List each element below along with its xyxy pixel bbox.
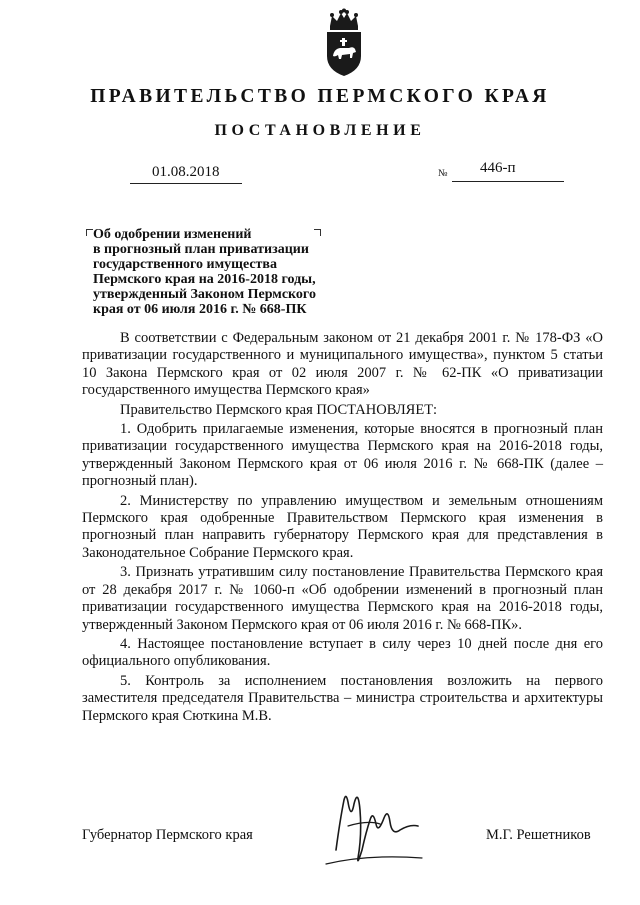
paragraph-item-4: 4. Настоящее постановление вступает в силу через 10 дней после дня его официального опубликования. [82,635,603,670]
document-subject [93,227,316,317]
number-field [452,160,564,182]
paragraph-preamble: В соответствии с Федеральным законом от 21 декабря 2001 г. № 178-ФЗ «О приватизации государственного и муниципального имущества», пунктом 5 статьи 10 Закона Пермского края от 02 июля 2007 г. № 62-ПК «О приватизации государственного имущества Пермского края» [82,330,603,399]
document-number: 446-п [480,160,516,176]
subject-line: утвержденный Законом Пермского [93,287,316,302]
date-field [130,164,242,184]
document-body [82,330,603,727]
coat-of-arms-icon [322,8,366,78]
signatory-name: М.Г. Решетников [486,827,591,843]
subject-line: края от 06 июля 2016 г. № 668-ПК [93,302,307,317]
subject-line: государственного имущества [93,257,277,272]
signatory-position: Губернатор Пермского края [82,827,253,843]
document-type: ПОСТАНОВЛЕНИЕ [214,122,426,139]
paragraph-item-3: 3. Признать утратившим силу постановление Правительства Пермского края от 28 декабря 2017 г. № 1060-п «Об одобрении изменений в прогнозный план приватизации государственного имущества Пермского края на 2016-2018 годы, утвержденный Законом Пермского края от 06 июля 2016 г. № 668-ПК». [82,564,603,633]
subject-line: в прогнозный план приватизации [93,242,309,257]
paragraph-item-5: 5. Контроль за исполнением постановления возложить на первого заместителя председателя Правительства – министра строительства и архитектуры Пермского края Сюткина М.В. [82,672,603,724]
paragraph-item-1: 1. Одобрить прилагаемые изменения, которые вносятся в прогнозный план приватизации государственного имущества Пермского края на 2016-2018 годы, утвержденный Законом Пермского края от 06 июля 2016 г. № 668-ПК (далее – прогнозный план). [82,421,603,490]
number-sign: № [438,168,448,179]
handwritten-signature [318,780,428,870]
paragraph-resolves: Правительство Пермского края ПОСТАНОВЛЯЕТ: [120,401,438,418]
subject-corner-left [86,229,93,236]
paragraph-item-2: 2. Министерству по управлению имуществом и земельным отношениям Пермского края одобренные Правительством Пермского края изменения в прогнозный план направить губернатору Пермского края для представления в Законодательное Собрание Пермского края. [82,492,603,561]
government-title: ПРАВИТЕЛЬСТВО ПЕРМСКОГО КРАЯ [90,86,550,107]
document-date: 01.08.2018 [152,164,220,180]
subject-line: Об одобрении изменений [93,227,252,242]
subject-line: Пермского края на 2016-2018 годы, [93,272,316,287]
